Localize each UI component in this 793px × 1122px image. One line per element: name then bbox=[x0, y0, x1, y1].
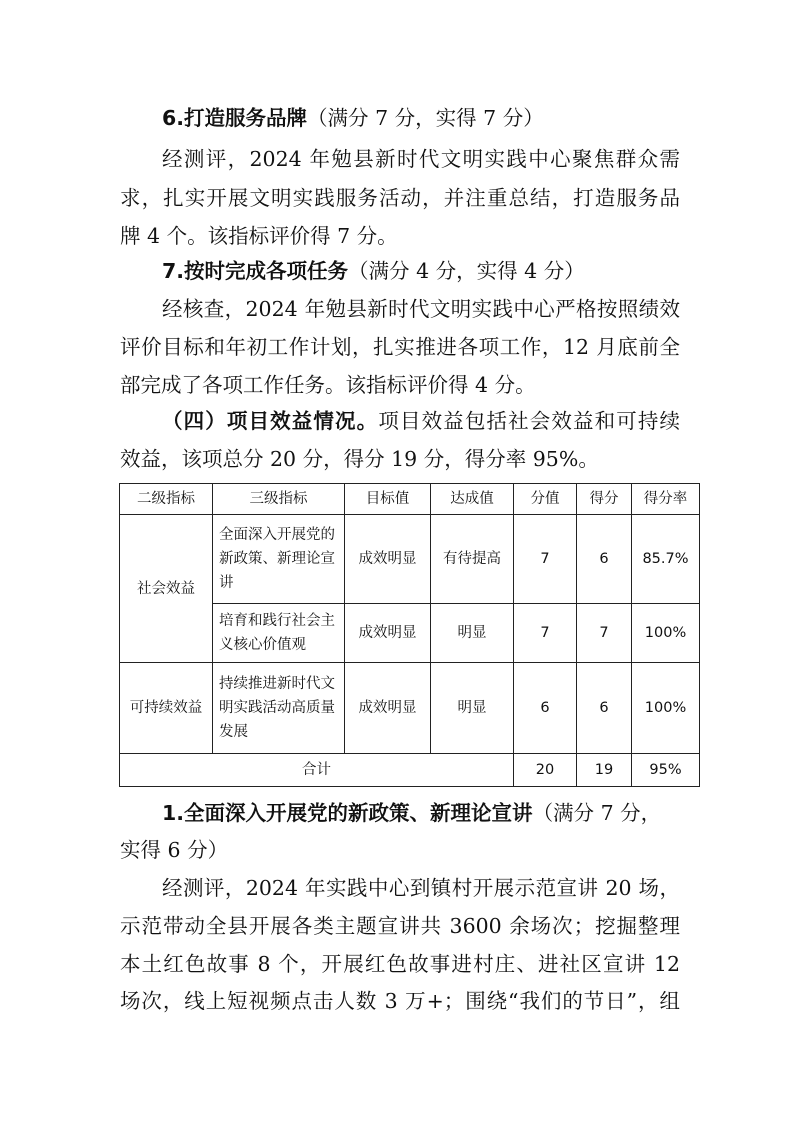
paragraph-line: 部完成了各项工作任务。该指标评价得 4 分。 bbox=[120, 373, 536, 397]
table-row bbox=[120, 663, 700, 754]
achieved-cell: 明显 bbox=[431, 604, 514, 663]
part-4-heading bbox=[162, 406, 680, 436]
benefit-table bbox=[119, 483, 700, 787]
table-header-cell: 分值 bbox=[514, 484, 577, 515]
total-points-cell: 20 bbox=[514, 754, 577, 787]
target-cell: 成效明显 bbox=[345, 663, 431, 754]
section-6-heading bbox=[162, 103, 680, 133]
table-header-cell: 三级指标 bbox=[213, 484, 345, 515]
score-cell: 7 bbox=[577, 604, 632, 663]
achieved-cell: 明显 bbox=[431, 663, 514, 754]
score-cell: 6 bbox=[577, 515, 632, 604]
table-total-row bbox=[120, 754, 700, 787]
score-cell: 6 bbox=[577, 663, 632, 754]
paragraph-line: 经测评，2024 年实践中心到镇村开展示范宣讲 20 场， bbox=[162, 876, 680, 900]
item-1-score-cont: 实得 6 分） bbox=[120, 838, 229, 862]
section-7-score: （满分 4 分，实得 4 分） bbox=[348, 259, 585, 283]
group-cell: 可持续效益 bbox=[120, 663, 213, 754]
achieved-cell: 有待提高 bbox=[431, 515, 514, 604]
paragraph-line: 牌 4 个。该指标评价得 7 分。 bbox=[120, 224, 398, 248]
table-header-cell: 目标值 bbox=[345, 484, 431, 515]
points-cell: 7 bbox=[514, 604, 577, 663]
group-cell: 社会效益 bbox=[120, 515, 213, 663]
paragraph-line: 本土红色故事 8 个，开展红色故事进村庄、进社区宣讲 12 bbox=[120, 952, 680, 976]
paragraph-line: 评价目标和年初工作计划，扎实推进各项工作，12 月底前全 bbox=[120, 335, 680, 359]
paragraph-line: 经核查，2024 年勉县新时代文明实践中心严格按照绩效 bbox=[162, 297, 680, 321]
part-4-title: （四）项目效益情况。 bbox=[162, 409, 379, 433]
part-4-text: 项目效益包括社会效益和可持续 bbox=[378, 409, 681, 433]
points-cell: 6 bbox=[514, 663, 577, 754]
indicator-cell: 持续推进新时代文明实践活动高质量发展 bbox=[213, 663, 345, 754]
rate-cell: 100% bbox=[632, 604, 700, 663]
indicator-cell: 全面深入开展党的新政策、新理论宣讲 bbox=[213, 515, 345, 604]
table-header-cell: 得分率 bbox=[632, 484, 700, 515]
item-1-title: 1.全面深入开展党的新政策、新理论宣讲 bbox=[162, 801, 533, 825]
section-6-title: 6.打造服务品牌 bbox=[162, 106, 308, 130]
paragraph-line: 求，扎实开展文明实践服务活动，并注重总结，打造服务品 bbox=[120, 186, 680, 210]
section-7-heading bbox=[162, 256, 680, 286]
item-1-heading bbox=[162, 798, 680, 828]
points-cell: 7 bbox=[514, 515, 577, 604]
target-cell: 成效明显 bbox=[345, 604, 431, 663]
table-header-cell: 二级指标 bbox=[120, 484, 213, 515]
table-row bbox=[120, 515, 700, 604]
target-cell: 成效明显 bbox=[345, 515, 431, 604]
section-6-score: （满分 7 分，实得 7 分） bbox=[307, 106, 544, 130]
rate-cell: 100% bbox=[632, 663, 700, 754]
section-7-title: 7.按时完成各项任务 bbox=[162, 259, 349, 283]
total-label-cell: 合计 bbox=[120, 754, 514, 787]
indicator-cell: 培育和践行社会主义核心价值观 bbox=[213, 604, 345, 663]
table-header-row bbox=[120, 484, 700, 515]
total-score-cell: 19 bbox=[577, 754, 632, 787]
item-1-score: （满分 7 分， bbox=[532, 801, 662, 825]
rate-cell: 85.7% bbox=[632, 515, 700, 604]
table-header-cell: 达成值 bbox=[431, 484, 514, 515]
total-rate-cell: 95% bbox=[632, 754, 700, 787]
paragraph-line: 经测评，2024 年勉县新时代文明实践中心聚焦群众需 bbox=[162, 147, 680, 171]
paragraph-line: 效益，该项总分 20 分，得分 19 分，得分率 95%。 bbox=[120, 447, 599, 471]
paragraph-line: 场次，线上短视频点击人数 3 万+；围绕“我们的节日”，组 bbox=[120, 989, 680, 1013]
paragraph-line: 示范带动全县开展各类主题宣讲共 3600 余场次；挖掘整理 bbox=[120, 914, 680, 938]
table-header-cell: 得分 bbox=[577, 484, 632, 515]
